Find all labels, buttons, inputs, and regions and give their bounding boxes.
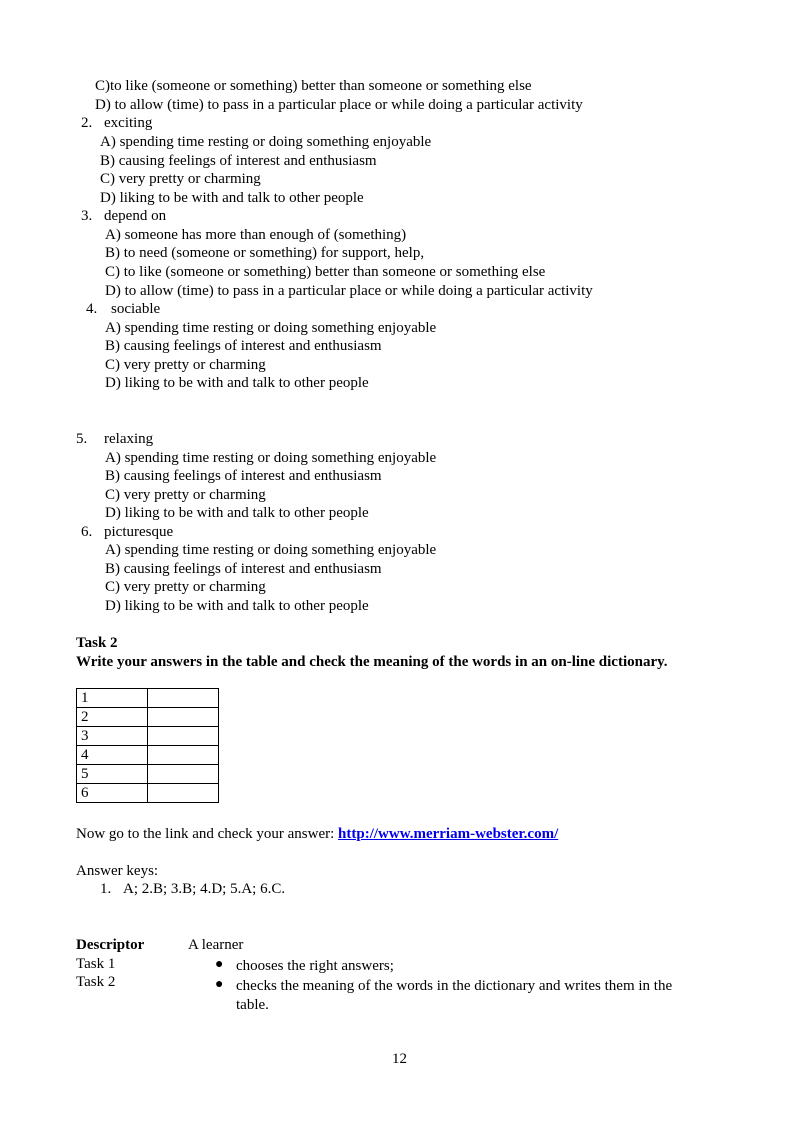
answer-keys-number: 1. [100,881,112,897]
task2-instruction: Write your answers in the table and check the meaning of the words in an on-line dictionary. [76,654,668,670]
table-row-number: 5 [77,765,148,784]
q5-option-c: C) very pretty or charming [105,487,266,503]
q4-option-a: A) spending time resting or doing something enjoyable [105,320,437,336]
dictionary-link[interactable]: http://www.merriam-webster.com/ [338,826,559,842]
answer-cell[interactable] [148,708,219,727]
descriptor-bullet-2-line1: checks the meaning of the words in the dictionary and writes them in the [236,978,673,994]
q3-option-d: D) to allow (time) to pass in a particular place or while doing a particular activity [105,283,593,299]
q2-option-c: C) very pretty or charming [100,171,261,187]
answer-keys-text: A; 2.B; 3.B; 4.D; 5.A; 6.C. [123,881,286,897]
descriptor-bullet-1: chooses the right answers; [236,958,394,974]
table-row-number: 4 [77,746,148,765]
q5-option-b: B) causing feelings of interest and enthusiasm [105,468,382,484]
table-row-number: 1 [77,689,148,708]
answer-cell[interactable] [148,765,219,784]
answer-cell[interactable] [148,784,219,803]
q2-option-a: A) spending time resting or doing something enjoyable [100,134,432,150]
q6-number: 6. [81,524,93,540]
table-row-number: 3 [77,727,148,746]
q5-option-d: D) liking to be with and talk to other people [105,505,369,521]
q2-option-b: B) causing feelings of interest and enthusiasm [100,153,377,169]
q5-word: relaxing [104,431,154,447]
q4-number: 4. [86,301,98,317]
link-line-text: Now go to the link and check your answer: [76,826,335,842]
descriptor-learner: A learner [188,937,244,953]
descriptor-bullet-2-line2: table. [236,997,269,1013]
q3-option-b: B) to need (someone or something) for support, help, [105,245,425,261]
answer-keys-label: Answer keys: [76,863,159,879]
q1-option-d: D) to allow (time) to pass in a particular place or while doing a particular activity [95,97,583,113]
answer-table [76,688,219,803]
q6-option-c: C) very pretty or charming [105,579,266,595]
q6-option-a: A) spending time resting or doing something enjoyable [105,542,437,558]
q3-number: 3. [81,208,93,224]
page-number: 12 [392,1051,407,1067]
task2-title: Task 2 [76,635,118,651]
answer-cell[interactable] [148,689,219,708]
q3-option-c: C) to like (someone or something) better than someone or something else [105,264,546,280]
descriptor-label: Descriptor [76,937,145,953]
q5-option-a: A) spending time resting or doing something enjoyable [105,450,437,466]
table-row [77,784,219,803]
descriptor-task2: Task 2 [76,974,116,990]
table-row-number: 6 [77,784,148,803]
table-row [77,746,219,765]
q1-option-c: C)to like (someone or something) better than someone or something else [95,78,532,94]
q4-word: sociable [111,301,161,317]
bullet-icon: ● [215,957,224,972]
q5-number: 5. [76,431,88,447]
table-row [77,689,219,708]
table-row [77,708,219,727]
answer-cell[interactable] [148,746,219,765]
descriptor-task1: Task 1 [76,956,116,972]
table-row [77,727,219,746]
q6-word: picturesque [104,524,174,540]
q6-option-d: D) liking to be with and talk to other people [105,598,369,614]
q3-option-a: A) someone has more than enough of (something) [105,227,407,243]
q3-word: depend on [104,208,167,224]
q4-option-c: C) very pretty or charming [105,357,266,373]
link-line [76,825,558,843]
q6-option-b: B) causing feelings of interest and enthusiasm [105,561,382,577]
table-row-number: 2 [77,708,148,727]
answer-cell[interactable] [148,727,219,746]
q4-option-b: B) causing feelings of interest and enthusiasm [105,338,382,354]
q4-option-d: D) liking to be with and talk to other people [105,375,369,391]
q2-word: exciting [104,115,153,131]
q2-number: 2. [81,115,93,131]
q2-option-d: D) liking to be with and talk to other people [100,190,364,206]
bullet-icon: ● [215,977,224,992]
table-row [77,765,219,784]
